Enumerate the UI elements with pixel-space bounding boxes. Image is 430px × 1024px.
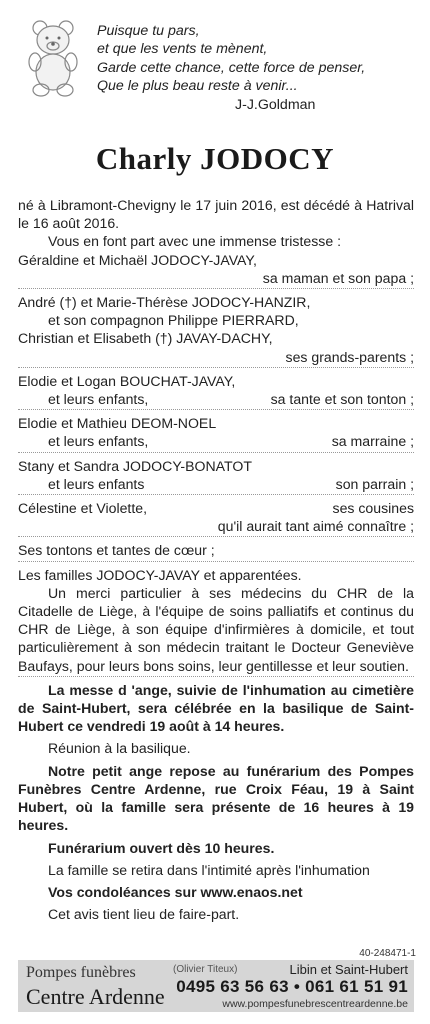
cousins-role-2: qu'il aurait tant aimé connaître ;	[217, 518, 414, 535]
poem-line: Que le plus beau reste à venir...	[97, 78, 298, 95]
banner-contact: (Olivier Titeux)	[173, 964, 238, 975]
grandparents-line: Christian et Elisabeth (†) JAVAY-DACHY,	[18, 330, 273, 347]
godfather-children: et leurs enfants	[48, 475, 145, 492]
families-text: Les familles JODOCY-JAVAY et apparentées.	[18, 566, 302, 583]
divider	[18, 367, 414, 368]
poem-line: et que les vents te mènent,	[97, 41, 268, 58]
divider	[18, 409, 414, 410]
banner-title-line1: Pompes funèbres	[26, 964, 136, 981]
godfather-names: Stany et Sandra JODOCY-BONATOT	[18, 457, 252, 474]
divider	[18, 494, 414, 495]
banner-locations: Libin et Saint-Hubert	[289, 962, 408, 977]
poem	[97, 22, 427, 114]
aunt-role: sa tante et son tonton ;	[270, 391, 414, 408]
intro-text: né à Libramont-Chevigny le 17 juin 2016, est décédé à Hatrival le 16 août 2016.	[18, 197, 414, 232]
divider	[18, 561, 414, 562]
poem-author: J-J.Goldman	[235, 96, 316, 113]
sadness-text: Vous en font part avec une immense tristesse :	[48, 233, 341, 250]
grandparents-role: ses grands-parents ;	[285, 348, 414, 365]
meeting-text: Réunion à la basilique.	[48, 740, 191, 757]
intimacy-text: La famille se retira dans l'intimité après l'inhumation	[48, 861, 370, 878]
aunt-names: Elodie et Logan BOUCHAT-JAVAY,	[18, 372, 236, 389]
aunt-row	[18, 390, 414, 408]
cousins-row	[18, 499, 414, 517]
condolences-text: Vos condoléances sur www.enaos.net	[48, 883, 303, 900]
parents-names: Géraldine et Michaël JODOCY-JAVAY,	[18, 251, 257, 268]
poem-line: Garde cette chance, cette force de penser,	[97, 59, 366, 76]
banner-phone: 0495 63 56 63 • 061 61 51 91	[176, 977, 408, 996]
divider	[18, 288, 414, 289]
godfather-row	[18, 475, 414, 493]
uncles-text: Ses tontons et tantes de cœur ;	[18, 542, 215, 559]
grandparents-line: André (†) et Marie-Thérèse JODOCY-HANZIR,	[18, 294, 311, 311]
cousins-role: ses cousines	[332, 500, 414, 517]
mass-text: La messe d 'ange, suivie de l'inhumation au cimetière de Saint-Hubert, sera célébrée en la basilique de Saint-Hubert ce vendredi 19 août à 14 heures.	[18, 681, 414, 735]
banner-website: www.pompesfunebrescentreardenne.be	[222, 998, 408, 1010]
godfather-role: son parrain ;	[335, 475, 414, 492]
aunt-children: et leurs enfants,	[48, 391, 149, 408]
opening-text: Funérarium ouvert dès 10 heures.	[48, 839, 275, 856]
reference-number: 40-248471-1	[359, 948, 416, 959]
divider	[18, 536, 414, 537]
thanks-text: Un merci particulier à ses médecins du CHR de la Citadelle de Liège, à l'équipe de soins palliatifs et continus du CHR de Liège, à son équipe d'infirmières à domicile, et tout particulièrement à son médecin traitant le Docteur Geneviève Baufays, pour leurs bons soins, leur gentillesse et leur soutien.	[18, 584, 414, 674]
funeral-home-banner	[18, 960, 414, 1012]
grandparents-line: et son compagnon Philippe PIERRARD,	[48, 312, 299, 329]
funeral-home-text: Notre petit ange repose au funérarium des Pompes Funèbres Centre Ardenne, rue Croix Féau, 19 à Saint Hubert, où la famille sera présente de 16 heures à 19 heures.	[18, 762, 414, 834]
teddy-bear-icon	[20, 16, 86, 98]
cousins-names: Célestine et Violette,	[18, 500, 148, 517]
divider	[18, 452, 414, 453]
godmother-role: sa marraine ;	[331, 433, 414, 450]
deceased-name: Charly JODOCY	[95, 141, 335, 176]
notice-text: Cet avis tient lieu de faire-part.	[48, 906, 240, 923]
godmother-row	[18, 432, 414, 450]
parents-role: sa maman et son papa ;	[262, 269, 414, 286]
divider	[18, 676, 414, 677]
godmother-names: Elodie et Mathieu DEOM-NOEL	[18, 415, 217, 432]
obituary-body	[18, 196, 414, 923]
godmother-children: et leurs enfants,	[48, 433, 149, 450]
banner-title-line2: Centre Ardenne	[26, 984, 165, 1009]
poem-line: Puisque tu pars,	[97, 23, 200, 39]
